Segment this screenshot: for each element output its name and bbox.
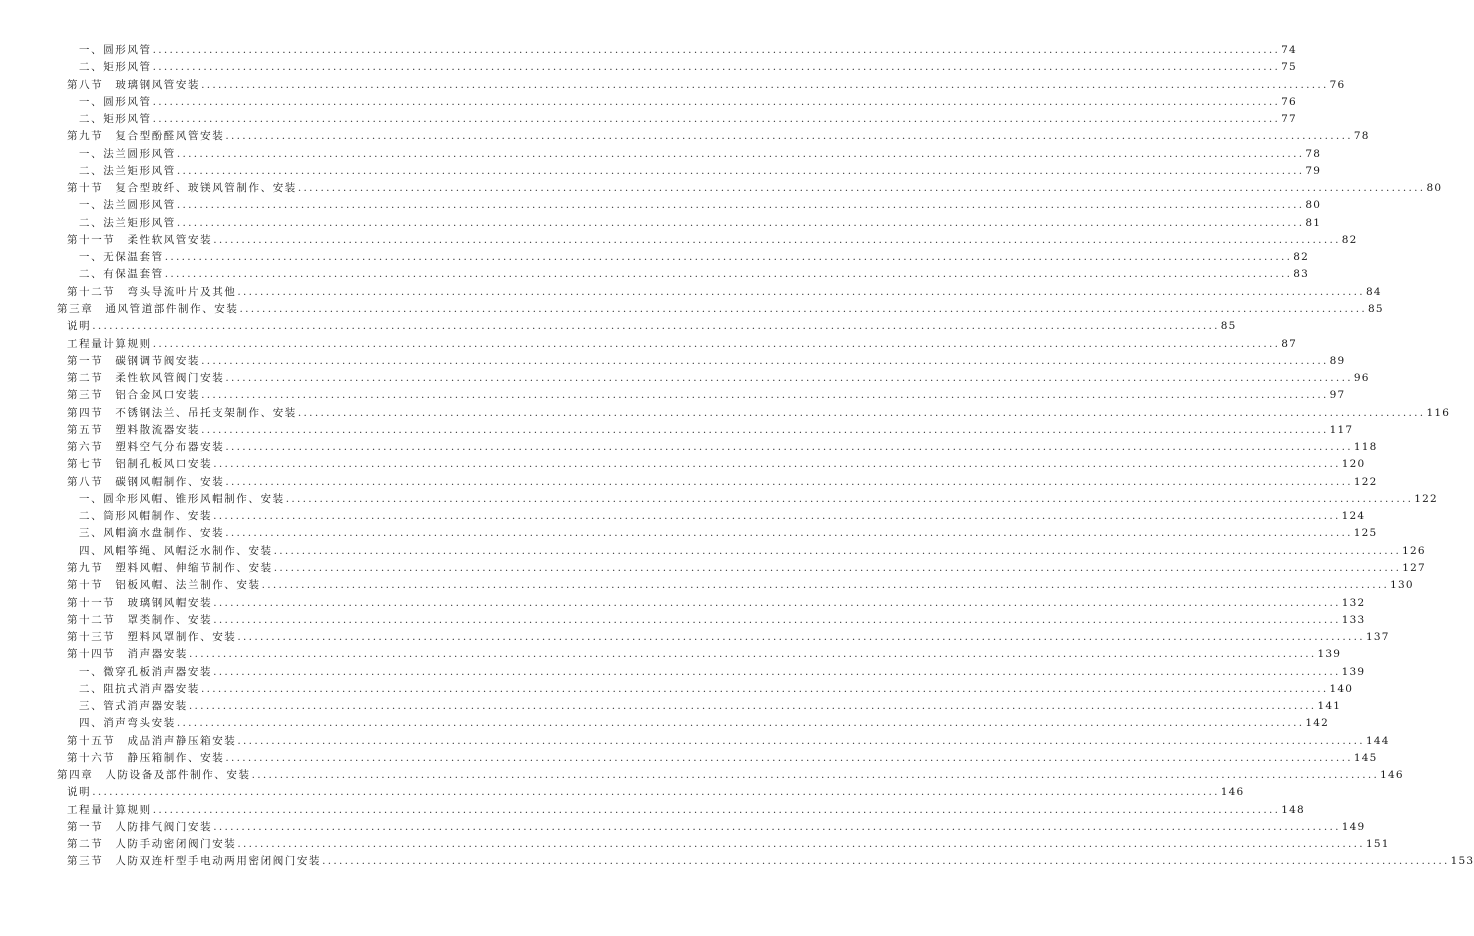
toc-entry-title: 第三节 铝合金风口安装 bbox=[67, 389, 201, 402]
toc-page-number: 76 bbox=[1329, 78, 1346, 91]
dot-leader: ........................................................................................................................................................................................................ bbox=[225, 475, 1353, 488]
dot-leader: ........................................................................................................................................................................................................ bbox=[201, 78, 1329, 91]
dot-leader: ........................................................................................................................................................................................................ bbox=[176, 164, 1305, 177]
toc-subsection-entry[interactable] bbox=[0, 491, 1438, 508]
toc-subsection-entry[interactable] bbox=[0, 94, 1297, 111]
toc-page-number: 96 bbox=[1353, 372, 1370, 385]
toc-entry-line bbox=[67, 784, 1245, 801]
toc-subsection-entry[interactable] bbox=[0, 543, 1426, 560]
dot-leader: ........................................................................................................................................................................................................ bbox=[261, 579, 1390, 592]
toc-entry-title: 一、法兰圆形风管 bbox=[79, 199, 176, 212]
toc-section-entry[interactable] bbox=[0, 439, 1378, 456]
toc-entry-line bbox=[67, 750, 1378, 767]
toc-entry-line bbox=[67, 474, 1378, 491]
toc-entry-line bbox=[79, 146, 1322, 163]
toc-section-entry[interactable] bbox=[0, 318, 1237, 335]
toc-section-entry[interactable] bbox=[0, 595, 1366, 612]
dot-leader: ........................................................................................................................................................................................................ bbox=[176, 199, 1305, 212]
toc-entry-line bbox=[79, 491, 1438, 508]
dot-leader: ........................................................................................................................................................................................................ bbox=[92, 320, 1220, 333]
dot-leader: ........................................................................................................................................................................................................ bbox=[225, 372, 1353, 385]
toc-entry-title: 三、风帽滴水盘制作、安装 bbox=[79, 527, 225, 540]
toc-section-entry[interactable] bbox=[0, 612, 1366, 629]
toc-subsection-entry[interactable] bbox=[0, 249, 1309, 266]
dot-leader: ........................................................................................................................................................................................................ bbox=[297, 406, 1426, 419]
toc-entry-line bbox=[79, 197, 1322, 214]
table-of-contents bbox=[0, 42, 1474, 871]
toc-page-number: 126 bbox=[1402, 544, 1426, 557]
toc-subsection-entry[interactable] bbox=[0, 42, 1297, 59]
toc-entry-title: 第八节 碳钢风帽制作、安装 bbox=[67, 475, 225, 488]
toc-section-entry[interactable] bbox=[0, 232, 1358, 249]
toc-entry-title: 第十三节 塑料风罩制作、安装 bbox=[67, 631, 237, 644]
toc-page-number: 132 bbox=[1341, 596, 1366, 609]
dot-leader: ........................................................................................................................................................................................................ bbox=[164, 251, 1293, 264]
toc-entry-title: 第八节 玻璃钢风管安装 bbox=[67, 78, 201, 91]
toc-page-number: 85 bbox=[1220, 320, 1237, 333]
toc-section-entry[interactable] bbox=[0, 750, 1378, 767]
toc-entry-title: 第一节 人防排气阀门安装 bbox=[67, 820, 213, 833]
dot-leader: ........................................................................................................................................................................................................ bbox=[273, 544, 1402, 557]
toc-entry-line bbox=[67, 336, 1297, 353]
toc-entry-title: 三、管式消声器安装 bbox=[79, 700, 188, 713]
toc-page-number: 116 bbox=[1426, 406, 1451, 419]
toc-entry-line bbox=[79, 42, 1297, 59]
dot-leader: ........................................................................................................................................................................................................ bbox=[237, 631, 1365, 644]
toc-entry-line bbox=[79, 59, 1297, 76]
toc-page-number: 141 bbox=[1317, 700, 1342, 713]
toc-entry-title: 一、圆形风管 bbox=[79, 44, 152, 56]
dot-leader: ........................................................................................................................................................................................................ bbox=[152, 803, 1281, 816]
toc-page-number: 78 bbox=[1353, 130, 1370, 143]
toc-entry-title: 二、有保温套管 bbox=[79, 268, 164, 281]
dot-leader: ........................................................................................................................................................................................................ bbox=[152, 337, 1281, 350]
dot-leader: ........................................................................................................................................................................................................ bbox=[213, 233, 1341, 246]
toc-entry-title: 说明 bbox=[67, 320, 92, 333]
dot-leader: ........................................................................................................................................................................................................ bbox=[225, 751, 1353, 764]
dot-leader: ........................................................................................................................................................................................................ bbox=[213, 665, 1341, 678]
toc-section-entry[interactable] bbox=[0, 77, 1346, 94]
toc-entry-line bbox=[79, 163, 1322, 180]
dot-leader: ........................................................................................................................................................................................................ bbox=[225, 130, 1353, 143]
toc-entry-title: 四、风帽筝绳、风帽泛水制作、安装 bbox=[79, 544, 273, 557]
toc-subsection-entry[interactable] bbox=[0, 146, 1322, 163]
toc-entry-line bbox=[79, 681, 1354, 698]
toc-entry-title: 说明 bbox=[67, 786, 92, 799]
toc-entry-title: 第十二节 罩类制作、安装 bbox=[67, 613, 213, 626]
toc-page-number: 153 bbox=[1450, 855, 1474, 868]
toc-entry-title: 一、圆形风管 bbox=[79, 95, 152, 108]
toc-subsection-entry[interactable] bbox=[0, 266, 1309, 283]
toc-subsection-entry[interactable] bbox=[0, 197, 1322, 214]
toc-entry-line bbox=[57, 767, 1404, 784]
dot-leader: ........................................................................................................................................................................................................ bbox=[164, 268, 1293, 281]
toc-entry-line bbox=[67, 439, 1378, 456]
dot-leader: ........................................................................................................................................................................................................ bbox=[176, 147, 1305, 160]
dot-leader: ........................................................................................................................................................................................................ bbox=[176, 216, 1305, 229]
toc-page-number: 127 bbox=[1402, 561, 1426, 574]
toc-subsection-entry[interactable] bbox=[0, 111, 1297, 128]
toc-entry-title: 第二节 柔性软风管阀门安装 bbox=[67, 372, 225, 385]
toc-page-number: 125 bbox=[1353, 527, 1378, 540]
toc-entry-line bbox=[67, 353, 1346, 370]
toc-entry-line bbox=[67, 629, 1390, 646]
toc-page-number: 120 bbox=[1341, 458, 1366, 471]
toc-entry-line bbox=[67, 612, 1366, 629]
toc-entry-line bbox=[79, 715, 1329, 732]
toc-page-number: 85 bbox=[1368, 302, 1384, 315]
toc-entry-line bbox=[79, 215, 1322, 232]
toc-page-number: 149 bbox=[1341, 820, 1366, 833]
toc-section-entry[interactable] bbox=[0, 577, 1414, 594]
toc-section-entry[interactable] bbox=[0, 128, 1370, 145]
dot-leader: ........................................................................................................................................................................................................ bbox=[152, 113, 1281, 126]
toc-entry-title: 第六节 塑料空气分布器安装 bbox=[67, 441, 225, 454]
toc-section-entry[interactable] bbox=[0, 422, 1354, 439]
toc-entry-title: 一、微穿孔板消声器安装 bbox=[79, 665, 213, 678]
toc-page-number: 75 bbox=[1281, 61, 1297, 74]
toc-entry-title: 第三章 通风管道部件制作、安装 bbox=[57, 302, 239, 315]
toc-page-number: 139 bbox=[1341, 665, 1366, 678]
dot-leader: ........................................................................................................................................................................................................ bbox=[225, 527, 1353, 540]
toc-page-number: 87 bbox=[1281, 337, 1297, 350]
dot-leader: ........................................................................................................................................................................................................ bbox=[213, 613, 1341, 626]
toc-entry-title: 一、圆伞形风帽、锥形风帽制作、安装 bbox=[79, 492, 285, 505]
toc-subsection-entry[interactable] bbox=[0, 163, 1322, 180]
toc-entry-title: 二、矩形风管 bbox=[79, 113, 152, 126]
toc-entry-line bbox=[79, 664, 1366, 681]
toc-entry-line bbox=[67, 232, 1358, 249]
toc-section-entry[interactable] bbox=[0, 784, 1245, 801]
toc-page-number: 142 bbox=[1305, 717, 1329, 730]
toc-entry-title: 第十一节 柔性软风管安装 bbox=[67, 233, 213, 246]
toc-subsection-entry[interactable] bbox=[0, 525, 1378, 542]
toc-entry-line bbox=[67, 577, 1414, 594]
toc-entry-line bbox=[57, 301, 1384, 318]
toc-subsection-entry[interactable] bbox=[0, 59, 1297, 76]
toc-section-entry[interactable] bbox=[0, 353, 1346, 370]
toc-section-entry[interactable] bbox=[0, 560, 1426, 577]
toc-page-number: 139 bbox=[1317, 648, 1342, 661]
toc-entry-title: 二、矩形风管 bbox=[79, 61, 152, 74]
toc-page-number: 80 bbox=[1305, 199, 1322, 212]
toc-chapter-entry[interactable] bbox=[0, 767, 1404, 784]
toc-entry-line bbox=[79, 94, 1297, 111]
toc-entry-line bbox=[67, 180, 1443, 197]
toc-entry-line bbox=[67, 802, 1305, 819]
toc-entry-title: 一、无保温套管 bbox=[79, 251, 164, 264]
toc-page-number: 140 bbox=[1329, 682, 1354, 695]
dot-leader: ........................................................................................................................................................................................................ bbox=[188, 700, 1317, 713]
toc-page-number: 148 bbox=[1281, 803, 1305, 816]
dot-leader: ........................................................................................................................................................................................................ bbox=[213, 820, 1341, 833]
toc-entry-title: 第十节 复合型玻纤、玻镁风管制作、安装 bbox=[67, 182, 297, 195]
dot-leader: ........................................................................................................................................................................................................ bbox=[273, 561, 1402, 574]
toc-section-entry[interactable] bbox=[0, 802, 1305, 819]
toc-entry-line bbox=[67, 422, 1354, 439]
toc-entry-line bbox=[67, 646, 1342, 663]
toc-page-number: 145 bbox=[1353, 751, 1378, 764]
toc-entry-title: 第十二节 弯头导流叶片及其他 bbox=[67, 285, 237, 298]
toc-page-number: 78 bbox=[1305, 147, 1322, 160]
dot-leader: ........................................................................................................................................................................................................ bbox=[213, 510, 1341, 523]
dot-leader: ........................................................................................................................................................................................................ bbox=[152, 44, 1281, 56]
toc-entry-title: 第十一节 玻璃钢风帽安装 bbox=[67, 596, 213, 609]
dot-leader: ........................................................................................................................................................................................................ bbox=[201, 389, 1329, 402]
toc-entry-line bbox=[67, 77, 1346, 94]
toc-section-entry[interactable] bbox=[0, 336, 1297, 353]
toc-entry-title: 二、法兰矩形风管 bbox=[79, 216, 176, 229]
toc-entry-line bbox=[67, 405, 1451, 422]
toc-entry-line bbox=[79, 266, 1309, 283]
toc-chapter-entry[interactable] bbox=[0, 301, 1384, 318]
toc-entry-title: 工程量计算规则 bbox=[67, 337, 152, 350]
toc-entry-title: 一、法兰圆形风管 bbox=[79, 147, 176, 160]
toc-page-number: 82 bbox=[1341, 233, 1358, 246]
toc-subsection-entry[interactable] bbox=[0, 698, 1342, 715]
toc-page-number: 76 bbox=[1281, 95, 1297, 108]
toc-subsection-entry[interactable] bbox=[0, 715, 1329, 732]
toc-subsection-entry[interactable] bbox=[0, 664, 1366, 681]
toc-section-entry[interactable] bbox=[0, 456, 1366, 473]
toc-entry-title: 第十六节 静压箱制作、安装 bbox=[67, 751, 225, 764]
toc-section-entry[interactable] bbox=[0, 836, 1390, 853]
toc-entry-title: 工程量计算规则 bbox=[67, 803, 152, 816]
dot-leader: ........................................................................................................................................................................................................ bbox=[201, 682, 1329, 695]
toc-entry-line bbox=[67, 284, 1382, 301]
dot-leader: ........................................................................................................................................................................................................ bbox=[176, 717, 1305, 730]
toc-page-number: 144 bbox=[1365, 734, 1390, 747]
toc-section-entry[interactable] bbox=[0, 733, 1390, 750]
toc-subsection-entry[interactable] bbox=[0, 681, 1354, 698]
toc-entry-title: 第十五节 成品消声静压箱安装 bbox=[67, 734, 237, 747]
toc-page-number: 84 bbox=[1365, 285, 1382, 298]
dot-leader: ........................................................................................................................................................................................................ bbox=[201, 354, 1329, 367]
dot-leader: ........................................................................................................................................................................................................ bbox=[237, 285, 1365, 298]
dot-leader: ........................................................................................................................................................................................................ bbox=[237, 734, 1365, 747]
toc-section-entry[interactable] bbox=[0, 819, 1366, 836]
toc-section-entry[interactable] bbox=[0, 387, 1346, 404]
dot-leader: ........................................................................................................................................................................................................ bbox=[297, 182, 1426, 195]
toc-page-number: 82 bbox=[1293, 251, 1309, 264]
toc-page-number: 117 bbox=[1329, 423, 1354, 436]
toc-page-number: 133 bbox=[1341, 613, 1366, 626]
toc-page-number: 118 bbox=[1353, 441, 1378, 454]
toc-section-entry[interactable] bbox=[0, 646, 1342, 663]
toc-entry-line bbox=[67, 560, 1426, 577]
toc-section-entry[interactable] bbox=[0, 370, 1370, 387]
dot-leader: ........................................................................................................................................................................................................ bbox=[213, 458, 1341, 471]
toc-section-entry[interactable] bbox=[0, 853, 1474, 870]
dot-leader: ........................................................................................................................................................................................................ bbox=[152, 95, 1281, 108]
toc-entry-title: 第九节 复合型酚醛风管安装 bbox=[67, 130, 225, 143]
dot-leader: ........................................................................................................................................................................................................ bbox=[285, 492, 1414, 505]
toc-entry-title: 四、消声弯头安装 bbox=[79, 717, 176, 730]
toc-entry-line bbox=[67, 819, 1366, 836]
toc-page-number: 146 bbox=[1380, 769, 1404, 782]
toc-page-number: 77 bbox=[1281, 113, 1297, 126]
toc-page-number: 81 bbox=[1305, 216, 1322, 229]
toc-entry-title: 二、筒形风帽制作、安装 bbox=[79, 510, 213, 523]
toc-entry-title: 第七节 铝制孔板风口安装 bbox=[67, 458, 213, 471]
toc-page-number: 124 bbox=[1341, 510, 1366, 523]
toc-entry-line bbox=[67, 318, 1237, 335]
toc-page-number: 146 bbox=[1220, 786, 1245, 799]
toc-page-number: 89 bbox=[1329, 354, 1346, 367]
toc-entry-title: 第一节 碳钢调节阀安装 bbox=[67, 354, 201, 367]
toc-entry-line bbox=[67, 128, 1370, 145]
toc-entry-line bbox=[79, 111, 1297, 128]
toc-entry-title: 第九节 塑料风帽、伸缩节制作、安装 bbox=[67, 561, 273, 574]
dot-leader: ........................................................................................................................................................................................................ bbox=[239, 302, 1368, 315]
toc-entry-title: 二、阻抗式消声器安装 bbox=[79, 682, 200, 695]
toc-entry-line bbox=[67, 853, 1474, 870]
toc-entry-line bbox=[67, 595, 1366, 612]
toc-entry-title: 第十四节 消声器安装 bbox=[67, 648, 188, 661]
toc-entry-line bbox=[67, 456, 1366, 473]
toc-entry-line bbox=[67, 733, 1390, 750]
toc-section-entry[interactable] bbox=[0, 405, 1451, 422]
toc-entry-title: 第二节 人防手动密闭阀门安装 bbox=[67, 838, 237, 851]
dot-leader: ........................................................................................................................................................................................................ bbox=[201, 423, 1329, 436]
toc-page-number: 74 bbox=[1281, 44, 1297, 56]
toc-page-number: 137 bbox=[1365, 631, 1390, 644]
toc-entry-line bbox=[67, 370, 1370, 387]
toc-page-number: 83 bbox=[1293, 268, 1309, 281]
toc-page-number: 151 bbox=[1365, 838, 1390, 851]
toc-entry-title: 第四章 人防设备及部件制作、安装 bbox=[57, 769, 251, 782]
toc-section-entry[interactable] bbox=[0, 284, 1382, 301]
toc-section-entry[interactable] bbox=[0, 629, 1390, 646]
toc-page-number: 79 bbox=[1305, 164, 1322, 177]
dot-leader: ........................................................................................................................................................................................................ bbox=[92, 786, 1220, 799]
toc-entry-line bbox=[79, 525, 1378, 542]
toc-entry-line bbox=[79, 249, 1309, 266]
toc-subsection-entry[interactable] bbox=[0, 508, 1366, 525]
dot-leader: ........................................................................................................................................................................................................ bbox=[213, 596, 1341, 609]
dot-leader: ........................................................................................................................................................................................................ bbox=[251, 769, 1380, 782]
toc-entry-line bbox=[67, 387, 1346, 404]
toc-entry-title: 第三节 人防双连杆型手电动两用密闭阀门安装 bbox=[67, 855, 322, 868]
toc-page-number: 130 bbox=[1390, 579, 1414, 592]
toc-entry-title: 二、法兰矩形风管 bbox=[79, 164, 176, 177]
toc-entry-line bbox=[79, 543, 1426, 560]
toc-entry-line bbox=[79, 698, 1342, 715]
dot-leader: ........................................................................................................................................................................................................ bbox=[189, 648, 1317, 661]
dot-leader: ........................................................................................................................................................................................................ bbox=[322, 855, 1450, 868]
toc-page-number: 97 bbox=[1329, 389, 1346, 402]
toc-entry-title: 第十节 铝板风帽、法兰制作、安装 bbox=[67, 579, 261, 592]
toc-section-entry[interactable] bbox=[0, 474, 1378, 491]
toc-entry-title: 第五节 塑料散流器安装 bbox=[67, 423, 201, 436]
toc-entry-line bbox=[67, 836, 1390, 853]
dot-leader: ........................................................................................................................................................................................................ bbox=[237, 838, 1365, 851]
dot-leader: ........................................................................................................................................................................................................ bbox=[225, 441, 1353, 454]
toc-subsection-entry[interactable] bbox=[0, 215, 1322, 232]
toc-page-number: 80 bbox=[1426, 182, 1443, 195]
dot-leader: ........................................................................................................................................................................................................ bbox=[152, 61, 1281, 74]
toc-page-number: 122 bbox=[1353, 475, 1378, 488]
toc-entry-title: 第四节 不锈钢法兰、吊托支架制作、安装 bbox=[67, 406, 297, 419]
toc-page-number: 122 bbox=[1414, 492, 1438, 505]
toc-entry-line bbox=[79, 508, 1366, 525]
toc-section-entry[interactable] bbox=[0, 180, 1443, 197]
